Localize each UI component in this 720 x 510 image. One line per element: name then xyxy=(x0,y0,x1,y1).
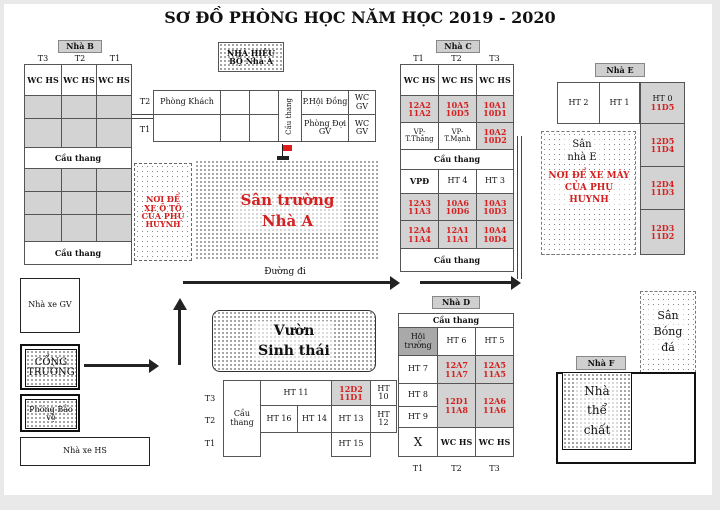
wc-room: WC HS xyxy=(475,427,514,457)
building-e-label: Nhà E xyxy=(595,63,645,77)
room: HT 2 xyxy=(557,82,600,124)
room: HT 14 xyxy=(297,405,332,433)
room: HT 1 xyxy=(599,82,640,124)
building-c-label: Nhà C xyxy=(436,40,480,53)
arrow-head-icon xyxy=(173,298,187,310)
wc-room: WC HS xyxy=(400,64,439,96)
floor-label: T1 xyxy=(412,464,424,473)
room-label: HT 0 xyxy=(652,93,673,103)
classroom: 12A5 11A5 xyxy=(475,355,514,384)
stairs: Cầu thang xyxy=(24,241,132,265)
road-arrow xyxy=(420,281,512,284)
gymnasium-label: Nhà thể chất xyxy=(575,382,619,440)
classroom: 12D1 11A8 xyxy=(437,383,476,428)
room xyxy=(153,114,221,142)
connector-line xyxy=(521,136,522,279)
school-gate-label: CỔNG TRƯỜNG xyxy=(25,349,77,387)
stairs: Cầu thang xyxy=(24,147,132,169)
schoolyard-label: Sân trường Nhà A xyxy=(233,190,343,231)
classroom xyxy=(24,214,62,242)
stairs-label: Cầu thang xyxy=(285,97,294,135)
floor-label: T3 xyxy=(489,464,500,473)
room: HT 5 xyxy=(475,327,514,356)
stairs: Cầu thang xyxy=(398,313,514,328)
connector-line xyxy=(517,136,518,279)
classroom: 10A1 10D1 xyxy=(476,95,514,123)
classroom: 12A6 11A6 xyxy=(475,383,514,428)
map-title: SƠ ĐỒ PHÒNG HỌC NĂM HỌC 2019 - 2020 xyxy=(164,8,556,27)
room xyxy=(220,114,250,142)
unused-room: X xyxy=(398,427,438,457)
office: VP- T.Mạnh xyxy=(438,122,477,150)
classroom xyxy=(96,118,132,148)
arrow-head-icon xyxy=(149,359,159,373)
teacher-waiting-room: Phòng Đợi GV xyxy=(301,114,349,142)
floor-label: T2 xyxy=(204,416,216,425)
room: VPĐ xyxy=(400,169,439,194)
floor-label: T1 xyxy=(204,439,216,448)
stairs: Cầu thang xyxy=(400,248,514,272)
floor-label: T1 xyxy=(109,54,121,63)
wc-room: WC HS xyxy=(24,64,62,96)
classroom: 10A3 10D3 xyxy=(476,193,514,221)
eco-garden xyxy=(212,310,376,372)
road-arrow xyxy=(183,281,391,284)
room: HT 11 xyxy=(260,380,332,406)
path-arrow xyxy=(178,310,181,365)
classroom: 12D3 11D2 xyxy=(640,209,685,255)
wc-room: WC HS xyxy=(437,427,476,457)
school-gate xyxy=(20,344,80,390)
room: HT 15 xyxy=(331,432,371,457)
council-room: P.Hội Đồng xyxy=(301,90,349,115)
connector-line xyxy=(132,114,154,115)
classroom: 12A4 11A4 xyxy=(400,220,439,249)
floor-label: T3 xyxy=(204,394,216,403)
wc-room: WC HS xyxy=(96,64,132,96)
stairs: Cầu thang xyxy=(400,149,514,170)
room xyxy=(640,82,685,124)
wc-room: WC HS xyxy=(438,64,477,96)
building-f-label: Nhà F xyxy=(576,356,626,370)
classroom: 10A6 10D6 xyxy=(438,193,477,221)
wc-room: WC GV xyxy=(348,114,376,142)
classroom xyxy=(96,214,132,242)
room: HT 9 xyxy=(398,406,438,428)
room: HT 8 xyxy=(398,383,438,407)
building-d-label: Nhà D xyxy=(432,296,480,309)
wc-room: WC HS xyxy=(476,64,514,96)
entrance-arrow xyxy=(84,364,150,367)
room: HT 12 xyxy=(370,405,397,433)
reception-room: Phòng Khách xyxy=(153,90,221,115)
classroom xyxy=(61,95,97,119)
road-label: Đường đi xyxy=(264,267,306,277)
classroom: 12D4 11D3 xyxy=(640,166,685,210)
floor-label: T2 xyxy=(139,97,151,106)
stairs: Cầu thang xyxy=(223,380,261,457)
classroom xyxy=(96,191,132,215)
security-room-label: Phòng Bảo vệ xyxy=(25,399,77,429)
parking-label: NƠI ĐỂ XE Ô TÔ CỦA PHỤ HUYNH xyxy=(141,194,185,230)
classroom xyxy=(61,118,97,148)
room xyxy=(220,90,250,115)
classroom: 12A2 11A2 xyxy=(400,95,439,123)
classroom xyxy=(61,191,97,215)
parent-car-parking xyxy=(134,163,192,261)
classroom: 12D5 11D4 xyxy=(640,123,685,167)
room: HT 3 xyxy=(476,169,514,194)
classroom: 12D2 11D1 xyxy=(331,380,371,406)
admin-building-title: NHÀ HIỆU BỘ Nhà A xyxy=(226,47,276,66)
connector-line xyxy=(132,118,154,119)
room: HT 4 xyxy=(438,169,477,194)
classroom-label: 11D5 xyxy=(650,102,675,112)
room: HT 13 xyxy=(331,405,371,433)
schoolyard-a xyxy=(195,160,380,261)
football-field xyxy=(640,291,696,373)
yard-e-label: Sân nhà E xyxy=(562,138,602,164)
classroom: 10A5 10D5 xyxy=(438,95,477,123)
wc-room: WC HS xyxy=(61,64,97,96)
classroom xyxy=(96,95,132,119)
eco-garden-label: Vườn Sinh thái xyxy=(254,321,334,362)
room: HT 7 xyxy=(398,355,438,384)
arrow-head-icon xyxy=(511,276,521,290)
admin-stairs xyxy=(278,90,302,142)
classroom: 12A1 11A1 xyxy=(438,220,477,249)
floor-label: T2 xyxy=(451,54,462,63)
football-field-label: Sân Bóng đá xyxy=(648,308,688,356)
teacher-parking: Nhà xe GV xyxy=(20,278,80,333)
room: HT 6 xyxy=(437,327,476,356)
classroom: 12A7 11A7 xyxy=(437,355,476,384)
room: HT 16 xyxy=(260,405,298,433)
classroom xyxy=(24,191,62,215)
classroom xyxy=(96,168,132,192)
classroom xyxy=(61,168,97,192)
room: HT 10 xyxy=(370,380,397,406)
classroom xyxy=(24,95,62,119)
floor-label: T1 xyxy=(413,54,424,63)
security-room xyxy=(20,394,80,432)
floor-label: T3 xyxy=(37,54,49,63)
classroom: 10A4 10D4 xyxy=(476,220,514,249)
admin-building-label xyxy=(218,42,284,72)
classroom: 12A3 11A3 xyxy=(400,193,439,221)
floor-label: T1 xyxy=(139,125,151,134)
floor-label: T3 xyxy=(489,54,500,63)
parent-motorbike-parking: NƠI ĐỂ XE MÁY CỦA PHỤ HUYNH xyxy=(548,171,630,206)
room xyxy=(249,90,279,115)
flag-icon xyxy=(283,145,292,151)
floor-label: T2 xyxy=(451,464,462,473)
assembly-hall: Hội trường xyxy=(398,327,438,356)
classroom xyxy=(61,214,97,242)
classroom: 10A2 10D2 xyxy=(476,122,514,150)
classroom xyxy=(24,118,62,148)
building-b-label: Nhà B xyxy=(58,40,102,53)
classroom xyxy=(24,168,62,192)
gymnasium xyxy=(562,372,632,450)
arrow-head-icon xyxy=(390,276,400,290)
student-parking: Nhà xe HS xyxy=(20,437,150,466)
wc-room: WC GV xyxy=(348,90,376,115)
room xyxy=(249,114,279,142)
floor-label: T2 xyxy=(74,54,86,63)
office: VP- T.Thắng xyxy=(400,122,439,150)
